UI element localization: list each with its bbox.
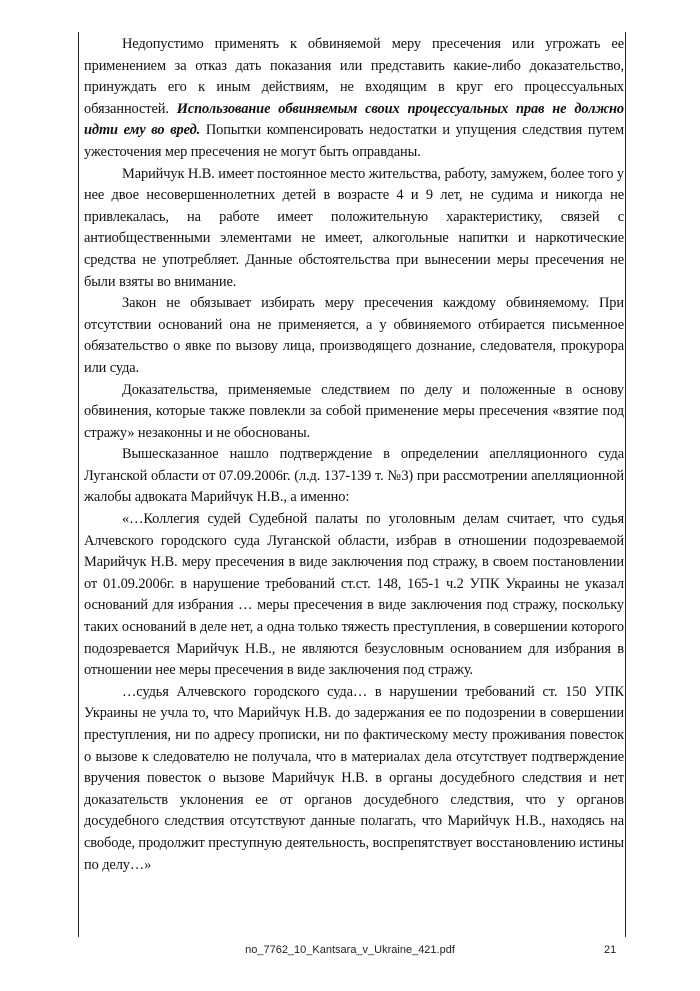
paragraph-7-text: …судья Алчевского городского суда… в нарушении требований ст. 150 УПК Украины не учла то, что Марийчук Н.В. до задержания ее по подозрении в совершении преступления, ни по адресу прописки, ни по фактическому месту проживания повесток о вызове к следователю не получала, что в материалах дела отсутствует подтверждение вручения повесток о вызове Марийчук Н.В. в органы досудебного следствия и нет доказательств уклонения ее от органов досудебного следствия, что у органов досудебного следствия отсутствуют данные полагать, что Марийчук Н.В., находясь на свободе, продолжит преступную деятельность, воспрепятствует восстановлению истины по делу…» xyxy=(84,683,624,873)
document-body xyxy=(84,34,624,876)
paragraph-1-text: Недопустимо применять к обвиняемой меру пресечения или угрожать ее применением за отказ дать показания или представить какие-либо доказательство, принуждать его к иным действиям, не входящим в круг его процессуальных обязанностей. xyxy=(84,36,624,117)
footer-page-number: 21 xyxy=(604,944,617,956)
paragraph-5 xyxy=(84,444,624,509)
paragraph-3-text: Закон не обязывает избирать меру пресечения каждому обвиняемому. При отсутствии оснований она не применяется, а у обвиняемого отбирается письменное обязательство о явке по вызову лица, производящего дознание, следователя, прокурора или суда. xyxy=(84,295,624,376)
paragraph-3 xyxy=(84,293,624,379)
paragraph-4 xyxy=(84,380,624,445)
paragraph-6-quote xyxy=(84,509,624,682)
paragraph-2-text: Марийчук Н.В. имеет постоянное место жительства, работу, замужем, более того у нее двое несовершеннолетних детей в возрасте 4 и 9 лет, не судима и никогда не привлекалась, на работе имеет положительную характеристику, связей с антиобщественными элементами не имеет, алкогольные напитки и наркотические средства не употребляет. Данные обстоятельства при вынесении меры пресечения не были взяты во внимание. xyxy=(84,165,624,290)
paragraph-2 xyxy=(84,164,624,294)
footer-filename: no_7762_10_Kantsara_v_Ukraine_421.pdf xyxy=(245,944,455,956)
paragraph-7-quote xyxy=(84,682,624,876)
paragraph-1-text-end: Попытки компенсировать недостатки и упущения следствия путем ужесточения мер пресечения не могут быть оправданы. xyxy=(84,122,624,160)
paragraph-1-emphasis: Использование обвиняемым своих процессуальных прав не должно идти ему во вред. xyxy=(84,100,624,139)
paragraph-5-text: Вышесказанное нашло подтверждение в определении апелляционного суда Луганской области от 07.09.2006г. (л.д. 137-139 т. №3) при рассмотрении апелляционной жалобы адвоката Марийчук Н.В., а именно: xyxy=(84,446,624,506)
paragraph-1 xyxy=(84,34,624,164)
paragraph-6-text: «…Коллегия судей Судебной палаты по уголовным делам считает, что судья Алчевского городского суда Луганской области, избрав в отношении подозреваемой Марийчук Н.В. меру пресечения в виде заключения под стражу, в своем постановлении от 01.09.2006г. в нарушение требований ст.ст. 148, 165-1 ч.2 УПК Украины не указал оснований для избрания … меры пресечения в виде заключения под стражу, поскольку таких оснований в деле нет, а одна только тяжесть преступления, в совершении которого подозревается Марийчук Н.В., не являются безусловным основанием для избрания в отношении нее меры пресечения в виде заключения под стражу. xyxy=(84,511,624,679)
paragraph-4-text: Доказательства, применяемые следствием по делу и положенные в основу обвинения, которые также повлекли за собой применение меры пресечения «взятие под стражу» незаконны и не обоснованы. xyxy=(84,381,624,441)
